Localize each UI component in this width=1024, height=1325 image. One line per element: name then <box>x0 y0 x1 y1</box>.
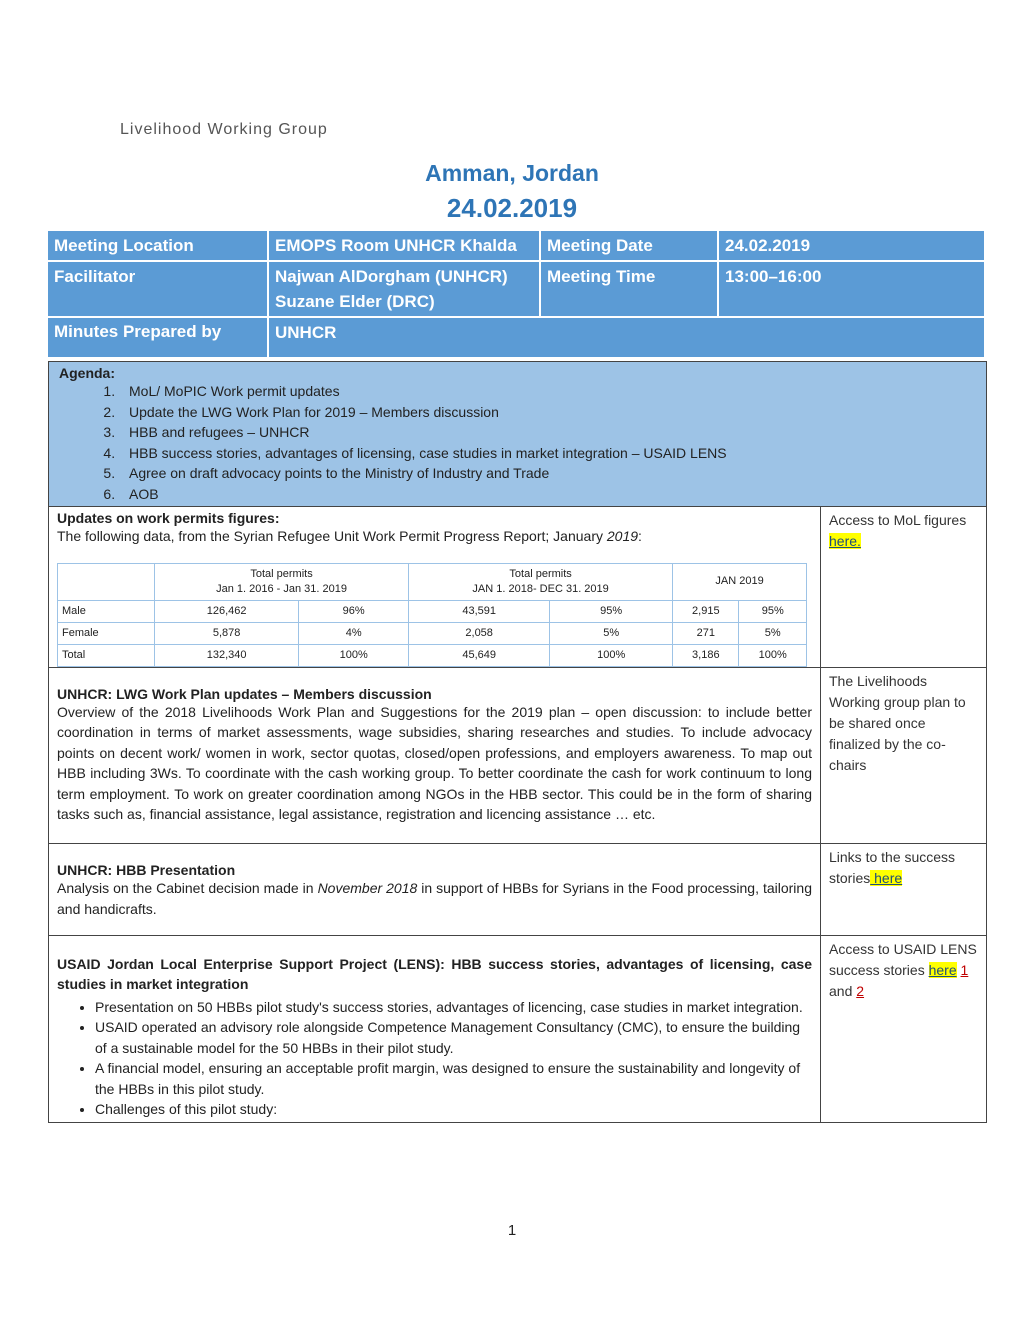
meta-value-location: EMOPS Room UNHCR Khalda <box>268 230 540 261</box>
facilitator-2: Suzane Elder (DRC) <box>275 292 435 311</box>
permits-value: 3,186 <box>673 644 739 666</box>
minutes-table <box>48 361 987 1123</box>
meta-label-prepared: Minutes Prepared by <box>47 317 268 358</box>
meta-label-location: Meeting Location <box>47 230 268 261</box>
permits-intro-text: The following data, from the Syrian Refugee Unit Work Permit Progress Report; January <box>57 528 607 544</box>
meta-label-facilitator: Facilitator <box>47 261 268 317</box>
agenda-list <box>59 381 976 504</box>
permits-intro <box>57 526 812 547</box>
permits-intro-end: : <box>638 528 642 544</box>
permits-header-col3: JAN 2019 <box>673 563 807 600</box>
permits-header-blank <box>58 563 155 600</box>
permits-label: Total <box>58 644 155 666</box>
workplan-row <box>49 667 987 843</box>
document-header: Livelihood Working Group <box>120 121 328 138</box>
meta-row-facilitator <box>47 261 985 317</box>
workplan-title: UNHCR: LWG Work Plan updates – Members discussion <box>57 685 432 702</box>
lens-side-text: Access to USAID LENS success stories <box>829 940 977 978</box>
work-permits-table <box>57 563 807 667</box>
agenda-item: 4. HBB success stories, advantages of licensing, case studies in market integration – USAID LENS <box>119 443 976 464</box>
lens-row <box>49 935 987 1122</box>
meta-value-time: 13:00–16:00 <box>718 261 985 317</box>
lens-link-1[interactable]: 1 <box>960 961 969 978</box>
permits-side-text: Access to MoL figures <box>829 512 967 528</box>
permits-percent: 5% <box>550 622 673 644</box>
permits-label: Male <box>58 600 155 622</box>
lens-here-link[interactable]: here <box>928 961 957 978</box>
lens-bullet: • Challenges of this pilot study: <box>95 1099 812 1120</box>
permits-header-row <box>58 563 807 600</box>
permits-header-col1-line2: Jan 1. 2016 - Jan 31. 2019 <box>216 582 347 595</box>
hbb-body <box>57 878 812 921</box>
lens-bullets <box>57 997 812 1120</box>
workplan-body: Overview of the 2018 Livelihoods Work Plan and Suggestions for the 2019 plan – open discussion: to include better coordination in terms of market assessments, wage subsidies, sharing researches and studies. To include advocacy points on decent work/ women in work, sector quotas, closed/open professions, and employers awareness. To map out HBB including 3Ws. To coordinate with the cash working group. To better coordinate the cash for work continuum to long term employment. To work on greater coordination among NGOs in the HBB sector. This could be in the form of sharing tasks such as, financial assistance, legal assistance, registration and licencing assistance … etc. <box>57 703 812 822</box>
meta-value-date: 24.02.2019 <box>718 230 985 261</box>
agenda-cell <box>49 362 987 507</box>
lens-bullet: • Presentation on 50 HBBs pilot study's success stories, advantages of licencing, case studies in market integration. <box>95 997 812 1018</box>
permits-percent: 5% <box>739 622 807 644</box>
mol-figures-link[interactable]: here. <box>829 533 861 549</box>
workplan-side-note: The Livelihoods Working group plan to be shared once finalized by the co-chairs <box>821 667 987 843</box>
permits-row-male <box>58 600 807 622</box>
hbb-side-text: Links to the success stories <box>829 848 956 886</box>
lens-side-note <box>821 935 987 1122</box>
permits-value: 5,878 <box>155 622 299 644</box>
lens-bullet: • A financial model, ensuring an acceptable profit margin, was designed to ensure the sustainability and longevity of the HBBs in this pilot study. <box>95 1058 812 1099</box>
permits-percent: 95% <box>550 600 673 622</box>
permits-percent: 100% <box>739 644 807 666</box>
success-stories-link[interactable]: here <box>870 869 903 886</box>
page-number: 1 <box>507 1222 517 1239</box>
title-date: 24.02.2019 <box>446 193 578 223</box>
permits-label: Female <box>58 622 155 644</box>
meeting-info-table <box>46 229 986 359</box>
permits-row <box>49 507 987 668</box>
meta-row-prepared <box>47 317 985 358</box>
permits-value: 2,058 <box>409 622 550 644</box>
permits-row-total <box>58 644 807 666</box>
hbb-title: UNHCR: HBB Presentation <box>57 861 236 878</box>
permits-percent: 100% <box>550 644 673 666</box>
permits-cell <box>49 507 821 668</box>
permits-percent: 96% <box>299 600 409 622</box>
agenda-item: 1. MoL/ MoPIC Work permit updates <box>119 381 976 402</box>
permits-header-col2-line1: Total permits <box>509 567 572 580</box>
permits-value: 126,462 <box>155 600 299 622</box>
meta-label-date: Meeting Date <box>540 230 718 261</box>
lens-link-2[interactable]: 2 <box>856 982 865 999</box>
permits-percent: 4% <box>299 622 409 644</box>
permits-row-female <box>58 622 807 644</box>
facilitator-1: Najwan AlDorgham (UNHCR) <box>275 267 508 286</box>
permits-title: Updates on work permits figures: <box>57 510 280 526</box>
permits-value: 271 <box>673 622 739 644</box>
meta-row-location <box>47 230 985 261</box>
meta-value-facilitator <box>268 261 540 317</box>
workplan-cell <box>49 667 821 843</box>
permits-value: 43,591 <box>409 600 550 622</box>
hbb-row <box>49 843 987 935</box>
agenda-row <box>49 362 987 507</box>
agenda-label: Agenda: <box>59 365 115 381</box>
permits-header-col2-line2: JAN 1. 2018- DEC 31. 2019 <box>472 582 609 595</box>
permits-header-col1 <box>155 563 409 600</box>
hbb-body-date: November 2018 <box>317 879 418 896</box>
permits-header-col1-line1: Total permits <box>250 567 313 580</box>
agenda-item: 2. Update the LWG Work Plan for 2019 – Members discussion <box>119 402 976 423</box>
permits-value: 2,915 <box>673 600 739 622</box>
agenda-item: 6. AOB <box>119 484 976 505</box>
agenda-item: 5. Agree on draft advocacy points to the Ministry of Industry and Trade <box>119 463 976 484</box>
hbb-body-text: Analysis on the Cabinet decision made in <box>57 879 318 896</box>
permits-value: 45,649 <box>409 644 550 666</box>
hbb-body-text-end: in support of HBBs for Syrians in the Food processing, tailoring and handicrafts. <box>57 879 812 917</box>
meta-value-prepared: UNHCR <box>268 317 985 358</box>
meta-label-time: Meeting Time <box>540 261 718 317</box>
hbb-cell <box>49 843 821 935</box>
agenda-item: 3. HBB and refugees – UNHCR <box>119 422 976 443</box>
permits-header-col2 <box>409 563 673 600</box>
lens-side-and: and <box>829 982 857 999</box>
lens-bullet: • USAID operated an advisory role alongside Competence Management Consultancy (CMC), to ensure the building of a sustainable model for the 50 HBBs in their pilot study. <box>95 1017 812 1058</box>
title-city: Amman, Jordan <box>425 160 599 186</box>
lens-title: USAID Jordan Local Enterprise Support Project (LENS): HBB success stories, advantages of licensing, case studies in market integration <box>57 955 812 992</box>
permits-intro-year: 2019 <box>606 528 639 544</box>
hbb-side-note <box>821 843 987 935</box>
permits-side-note <box>821 507 987 668</box>
lens-cell <box>49 935 821 1122</box>
permits-percent: 100% <box>299 644 409 666</box>
permits-value: 132,340 <box>155 644 299 666</box>
permits-percent: 95% <box>739 600 807 622</box>
